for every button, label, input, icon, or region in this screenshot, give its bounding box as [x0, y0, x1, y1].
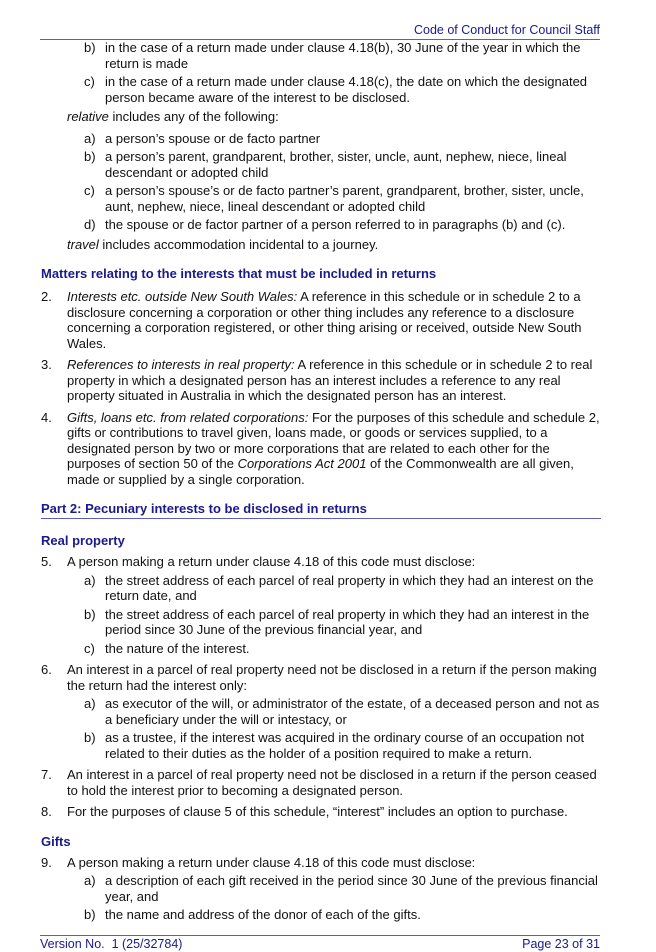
- clause-number: 9.: [41, 854, 52, 870]
- subheading-real-property: Real property: [41, 533, 125, 548]
- item-label: a): [84, 572, 96, 588]
- item-text: as executor of the will, or administrator of the estate, of a deceased person and not as a beneficiary under the will or intestacy, or: [105, 696, 600, 727]
- item-text: the spouse or de factor partner of a person referred to in paragraphs (b) and (c).: [105, 217, 566, 232]
- defined-term: travel: [67, 236, 99, 252]
- document-title: Code of Conduct for Council Staff: [414, 23, 600, 37]
- page-header: [40, 23, 600, 40]
- item-label: b): [84, 40, 96, 55]
- page-footer: [40, 935, 600, 952]
- clause-number: 8.: [41, 804, 52, 819]
- clause-lead: Interests etc. outside New South Wales:: [67, 289, 298, 304]
- list-item: [41, 873, 601, 904]
- item-text: the street address of each parcel of real property in which they had an interest on the return date, and: [105, 572, 594, 603]
- clause-number: 2.: [41, 289, 52, 304]
- numbered-clause: [41, 855, 601, 871]
- clause-text: For the purposes of this schedule and schedule 2, gifts or contributions to travel given, loans made, or goods or services supplied, to a designated person by two or more corporations that are related to each other for the purposes of section 50 of the: [67, 409, 600, 471]
- clause-text: An interest in a parcel of real property need not be disclosed in a return if the person making the return had the interest only:: [67, 662, 597, 693]
- clause-lead: References to interests in real property:: [67, 357, 295, 372]
- item-text: in the case of a return made under clause 4.18(b), 30 June of the year in which the return is made: [105, 40, 581, 71]
- item-text: a person’s spouse’s or de facto partner’s parent, grandparent, brother, sister, uncle, aunt, nephew, niece, lineal descendant or adopted child: [105, 183, 584, 214]
- numbered-clause: [41, 289, 601, 351]
- list-item: [41, 217, 601, 233]
- numbered-clause: [41, 804, 601, 820]
- clause-number: 7.: [41, 767, 52, 782]
- item-label: c): [84, 74, 95, 89]
- list-item: [41, 149, 601, 180]
- page-number: Page 23 of 31: [522, 937, 600, 951]
- item-label: b): [84, 606, 96, 622]
- item-label: a): [84, 696, 96, 711]
- clause-text: For the purposes of clause 5 of this schedule, “interest” includes an option to purchase.: [67, 804, 568, 819]
- clause-text-after: of the Commonwealth are all given, made or supplied by a single corporation.: [67, 456, 574, 487]
- numbered-clause: [41, 410, 601, 488]
- clause-text: A reference in this schedule or in schedule 2 to a disclosure concerning a corporation or other thing includes any reference to a disclosure concerning a corporation registered, or other thing arising or received, outside New South Wales.: [67, 289, 582, 351]
- item-text: in the case of a return made under clause 4.18(c), the date on which the designated person became aware of the interest to be disclosed.: [105, 74, 588, 105]
- item-text: a person’s spouse or de facto partner: [105, 130, 321, 146]
- version-number: Version No. 1 (25/32784): [40, 937, 183, 951]
- definition-text: includes accommodation incidental to a journey.: [98, 236, 379, 252]
- clause-number: 5.: [41, 554, 52, 569]
- item-label: b): [84, 149, 96, 164]
- item-label: d): [84, 217, 96, 232]
- item-text: a description of each gift received in the period since 30 June of the previous financial year, and: [105, 873, 598, 904]
- list-item: [41, 607, 601, 638]
- part-heading: Part 2: Pecuniary interests to be disclosed in returns: [41, 501, 601, 519]
- definition-text: includes any of the following:: [108, 109, 279, 124]
- clause-number: 6.: [41, 662, 52, 677]
- clause-number: 3.: [41, 357, 52, 372]
- list-item: [41, 74, 601, 105]
- item-label: a): [84, 130, 96, 146]
- clause-lead: Gifts, loans etc. from related corporations:: [67, 409, 309, 425]
- list-item: [41, 730, 601, 761]
- defined-term: relative: [67, 109, 109, 124]
- item-text: as a trustee, if the interest was acquired in the ordinary course of an occupation not related to their duties as the holder of a position required to make a return.: [105, 730, 585, 761]
- list-item: [41, 131, 601, 147]
- numbered-clause: [41, 662, 601, 693]
- numbered-clause: [41, 767, 601, 798]
- item-text: a person’s parent, grandparent, brother, sister, uncle, aunt, nephew, niece, lineal descendant or adopted child: [105, 149, 567, 180]
- act-title: Corporations Act 2001: [237, 456, 367, 471]
- clause-text: An interest in a parcel of real property need not be disclosed in a return if the person ceased to hold the interest prior to becoming a designated person.: [67, 767, 597, 798]
- page-content: [41, 40, 601, 926]
- list-item: [41, 641, 601, 657]
- item-label: b): [84, 907, 96, 922]
- subheading-gifts: Gifts: [41, 833, 71, 849]
- item-label: c): [84, 640, 95, 656]
- numbered-clause: [41, 357, 601, 404]
- list-item: [41, 183, 601, 214]
- clause-text: A reference in this schedule or in schedule 2 to real property in which a designated person has an interest includes a reference to any real property situated in Australia in which the designated person has an interest.: [67, 357, 593, 403]
- item-text: the name and address of the donor of each of the gifts.: [105, 907, 421, 922]
- numbered-clause: [41, 554, 601, 570]
- section-heading-matters: Matters relating to the interests that must be included in returns: [41, 266, 437, 281]
- list-item: [41, 907, 601, 923]
- item-label: a): [84, 873, 96, 888]
- item-text: the nature of the interest.: [105, 640, 250, 656]
- definition-travel: [41, 237, 601, 253]
- item-label: b): [84, 730, 96, 745]
- definition-relative: [41, 109, 601, 125]
- list-item: [41, 573, 601, 604]
- item-text: the street address of each parcel of real property in which they had an interest in the period since 30 June of the previous financial year, and: [105, 606, 590, 637]
- item-label: c): [84, 183, 95, 198]
- clause-text: A person making a return under clause 4.18 of this code must disclose:: [67, 554, 476, 569]
- clause-number: 4.: [41, 409, 52, 425]
- list-item: [41, 40, 601, 71]
- clause-text: A person making a return under clause 4.18 of this code must disclose:: [67, 854, 476, 870]
- list-item: [41, 696, 601, 727]
